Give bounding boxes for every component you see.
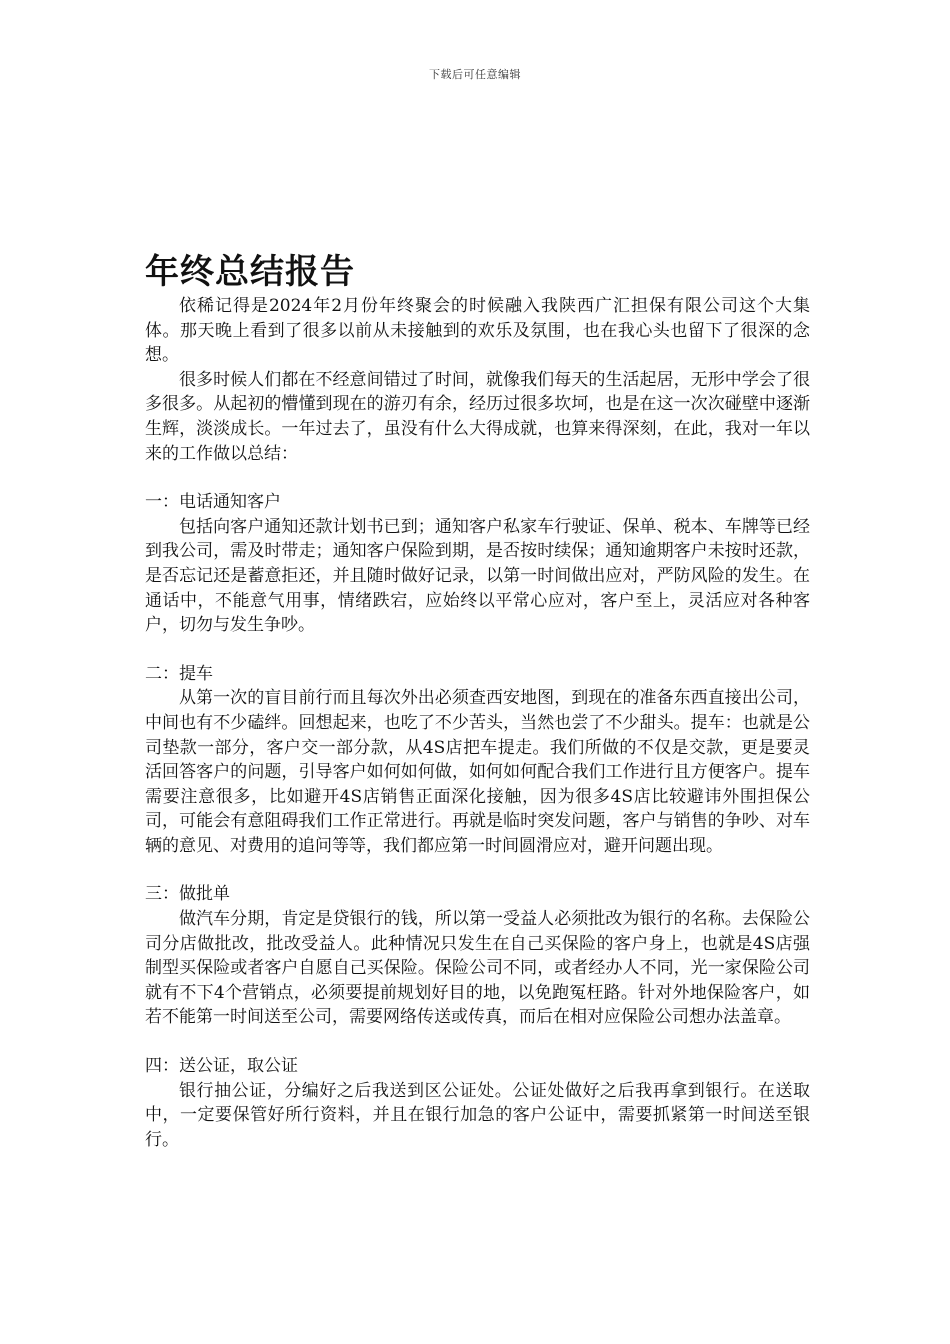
section-paragraph: 从第一次的盲目前行而且每次外出必须查西安地图，到现在的准备东西直接出公司，中间也有不少磕绊。回想起来，也吃了不少苦头，当然也尝了不少甜头。提车：也就是公司垫款一部分，客户交一部分款，从4S店把车提走。我们所做的不仅是交款，更是要灵活回答客户的问题，引导客户如何如何做，如何如何配合我们工作进行且方便客户。提车需要注意很多，比如避开4S店销售正面深化接触，因为很多4S店比较避讳外围担保公司，可能会有意阻碍我们工作正常进行。再就是临时突发问题，客户与销售的争吵、对车辆的意见、对费用的追问等等，我们都应第一时间圆滑应对，避开问题出现。: [145, 688, 810, 856]
section-heading: 四：送公证，取公证: [145, 1056, 298, 1077]
section-paragraph: 包括向客户通知还款计划书已到；通知客户私家车行驶证、保单、税本、车牌等已经到我公司，需及时带走；通知客户保险到期，是否按时续保；通知逾期客户未按时还款，是否忘记还是蓄意拒还，并且随时做好记录，以第一时间做出应对，严防风险的发生。在通话中，不能意气用事，情绪跌宕，应始终以平常心应对，客户至上，灵活应对各种客户，切勿与发生争吵。: [145, 516, 810, 636]
section-pickup-car: [145, 662, 810, 859]
intro-paragraph: 依稀记得是2024年2月份年终聚会的时候融入我陕西广汇担保有限公司这个大集体。那天晚上看到了很多以前从未接触到的欢乐及氛围，也在我心头也留下了很深的念想。: [145, 296, 810, 366]
section-heading: 三：做批单: [145, 884, 230, 905]
section-heading: 一：电话通知客户: [145, 492, 281, 513]
section-phone-notify: [145, 490, 810, 638]
section-notarization: [145, 1054, 810, 1152]
section-paragraph: 银行抽公证，分编好之后我送到区公证处。公证处做好之后我再拿到银行。在送取中，一定要保管好所行资料，并且在银行加急的客户公证中，需要抓紧第一时间送至银行。: [145, 1080, 810, 1150]
section-endorsement: [145, 882, 810, 1030]
section-heading: 二：提车: [145, 663, 213, 684]
intro-paragraph: 很多时候人们都在不经意间错过了时间，就像我们每天的生活起居，无形中学会了很多很多。从起初的懵懂到现在的游刃有余，经历过很多坎坷，也是在这一次次碰壁中逐渐生辉，淡淡成长。一年过去了，虽没有什么大得成就，也算来得深刻，在此，我对一年以来的工作做以总结：: [145, 369, 810, 464]
document-title: 年终总结报告: [145, 252, 355, 292]
section-paragraph: 做汽车分期，肯定是贷银行的钱，所以第一受益人必须批改为银行的名称。去保险公司分店做批改，批改受益人。此种情况只发生在自己买保险的客户身上，也就是4S店强制型买保险或者客户自愿自己买保险。保险公司不同，或者经办人不同，光一家保险公司就有不下4个营销点，必须要提前规划好目的地，以免跑冤枉路。针对外地保险客户，如若不能第一时间送至公司，需要网络传送或传真，而后在相对应保险公司想办法盖章。: [145, 909, 810, 1028]
header-note: 下载后可任意编辑: [429, 68, 521, 81]
document-body: [145, 250, 810, 1152]
